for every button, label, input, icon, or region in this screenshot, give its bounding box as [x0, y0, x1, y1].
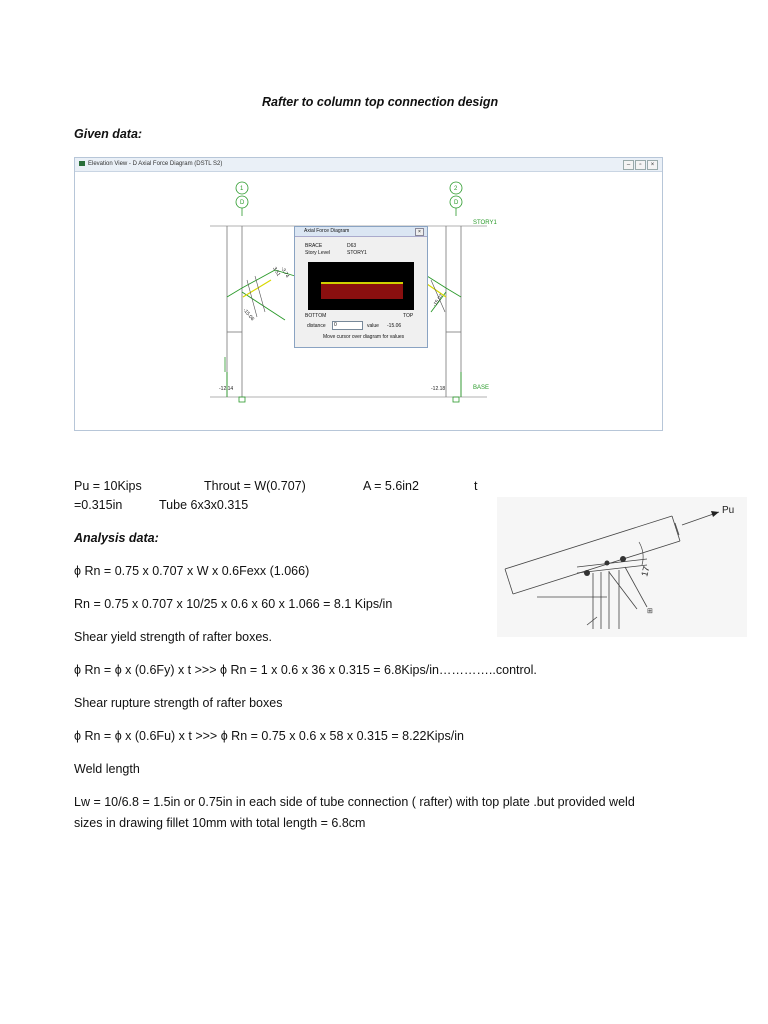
given-tube: Tube 6x3x0.315	[159, 498, 249, 512]
right-brace-value: -15.07	[431, 293, 445, 309]
story-level-label: Story Level	[305, 250, 331, 256]
brace-label: BRACE	[305, 243, 323, 249]
given-throut: Throut = W(0.707)	[204, 479, 306, 493]
shear-rupture-equation: ϕ Rn = ϕ x (0.6Fu) x t >>> ϕ Rn = 0.75 x 0.6 x 58 x 0.315 = 8.22Kips/in	[74, 729, 464, 743]
grid-1-label: 1	[240, 186, 244, 192]
grid-2-d-label: D	[454, 200, 459, 206]
connection-detail-drawing	[497, 497, 747, 637]
shear-rupture-heading: Shear rupture strength of rafter boxes	[74, 696, 283, 710]
distance-label: distance	[307, 323, 326, 329]
maximize-button[interactable]: ▫	[635, 160, 646, 170]
left-top-value: 3.51	[271, 266, 282, 278]
dialog-title: Axial Force Diagram	[295, 227, 427, 237]
grid-2-label: 2	[454, 186, 458, 192]
base-label: BASE	[473, 385, 490, 391]
given-t-value: =0.315in	[74, 498, 123, 512]
story-label: STORY1	[473, 220, 497, 226]
left-top-value-2: -3.74	[279, 266, 291, 279]
minimize-button[interactable]: –	[623, 160, 634, 170]
analysis-data-heading: Analysis data:	[74, 531, 159, 545]
shear-yield-equation: ϕ Rn = ϕ x (0.6Fy) x t >>> ϕ Rn = 1 x 0.6 x 36 x 0.315 = 6.8Kips/in…………..control.	[74, 663, 537, 677]
load-label: Pu	[722, 505, 735, 516]
dialog-close-button[interactable]: ×	[415, 228, 424, 236]
app-icon	[79, 161, 85, 166]
given-area: A = 5.6in2	[363, 479, 419, 493]
shear-yield-heading: Shear yield strength of rafter boxes.	[74, 630, 273, 644]
axial-force-dialog	[294, 226, 428, 348]
page-title: Rafter to column top connection design	[262, 95, 499, 109]
top-label: TOP	[403, 313, 414, 319]
angle-label: 17	[639, 565, 652, 578]
weld-length-heading: Weld length	[74, 762, 140, 776]
weld-symbol: ⊞	[647, 608, 653, 615]
grid-1-d-label: D	[240, 200, 245, 206]
right-base-value: -12.18	[431, 386, 446, 392]
weld-length-line2: sizes in drawing fillet 10mm with total length = 6.8cm	[74, 816, 366, 830]
axial-force-plot[interactable]	[308, 262, 414, 310]
axial-force-bar	[321, 282, 403, 299]
close-button[interactable]: ×	[647, 160, 658, 170]
left-brace-value: -15.06	[241, 307, 256, 323]
dialog-hint: Move cursor over diagram for values	[323, 334, 405, 340]
weld-length-line1: Lw = 10/6.8 = 1.5in or 0.75in in each side of tube connection ( rafter) with top plate .but provided weld	[74, 795, 635, 809]
distance-input[interactable]: 0	[332, 321, 363, 330]
given-t-label: t	[474, 479, 478, 493]
phi-rn-equation: ϕ Rn = 0.75 x 0.707 x W x 0.6Fexx (1.066)	[74, 564, 310, 578]
brace-value: D63	[347, 243, 357, 249]
window-titlebar	[75, 158, 662, 172]
window-title: Elevation View - D Axial Force Diagram (DSTL S2)	[88, 161, 223, 167]
given-pu: Pu = 10Kips	[74, 479, 142, 493]
bottom-label: BOTTOM	[305, 313, 327, 319]
given-data-heading: Given data:	[74, 127, 143, 141]
value-value: -15.06	[387, 323, 402, 329]
rn-equation: Rn = 0.75 x 0.707 x 10/25 x 0.6 x 60 x 1.066 = 8.1 Kips/in	[74, 597, 393, 611]
left-base-value: -12.14	[219, 386, 234, 392]
grid-line-1	[236, 182, 462, 216]
value-label: value	[367, 323, 379, 329]
story-level-value: STORY1	[347, 250, 367, 256]
